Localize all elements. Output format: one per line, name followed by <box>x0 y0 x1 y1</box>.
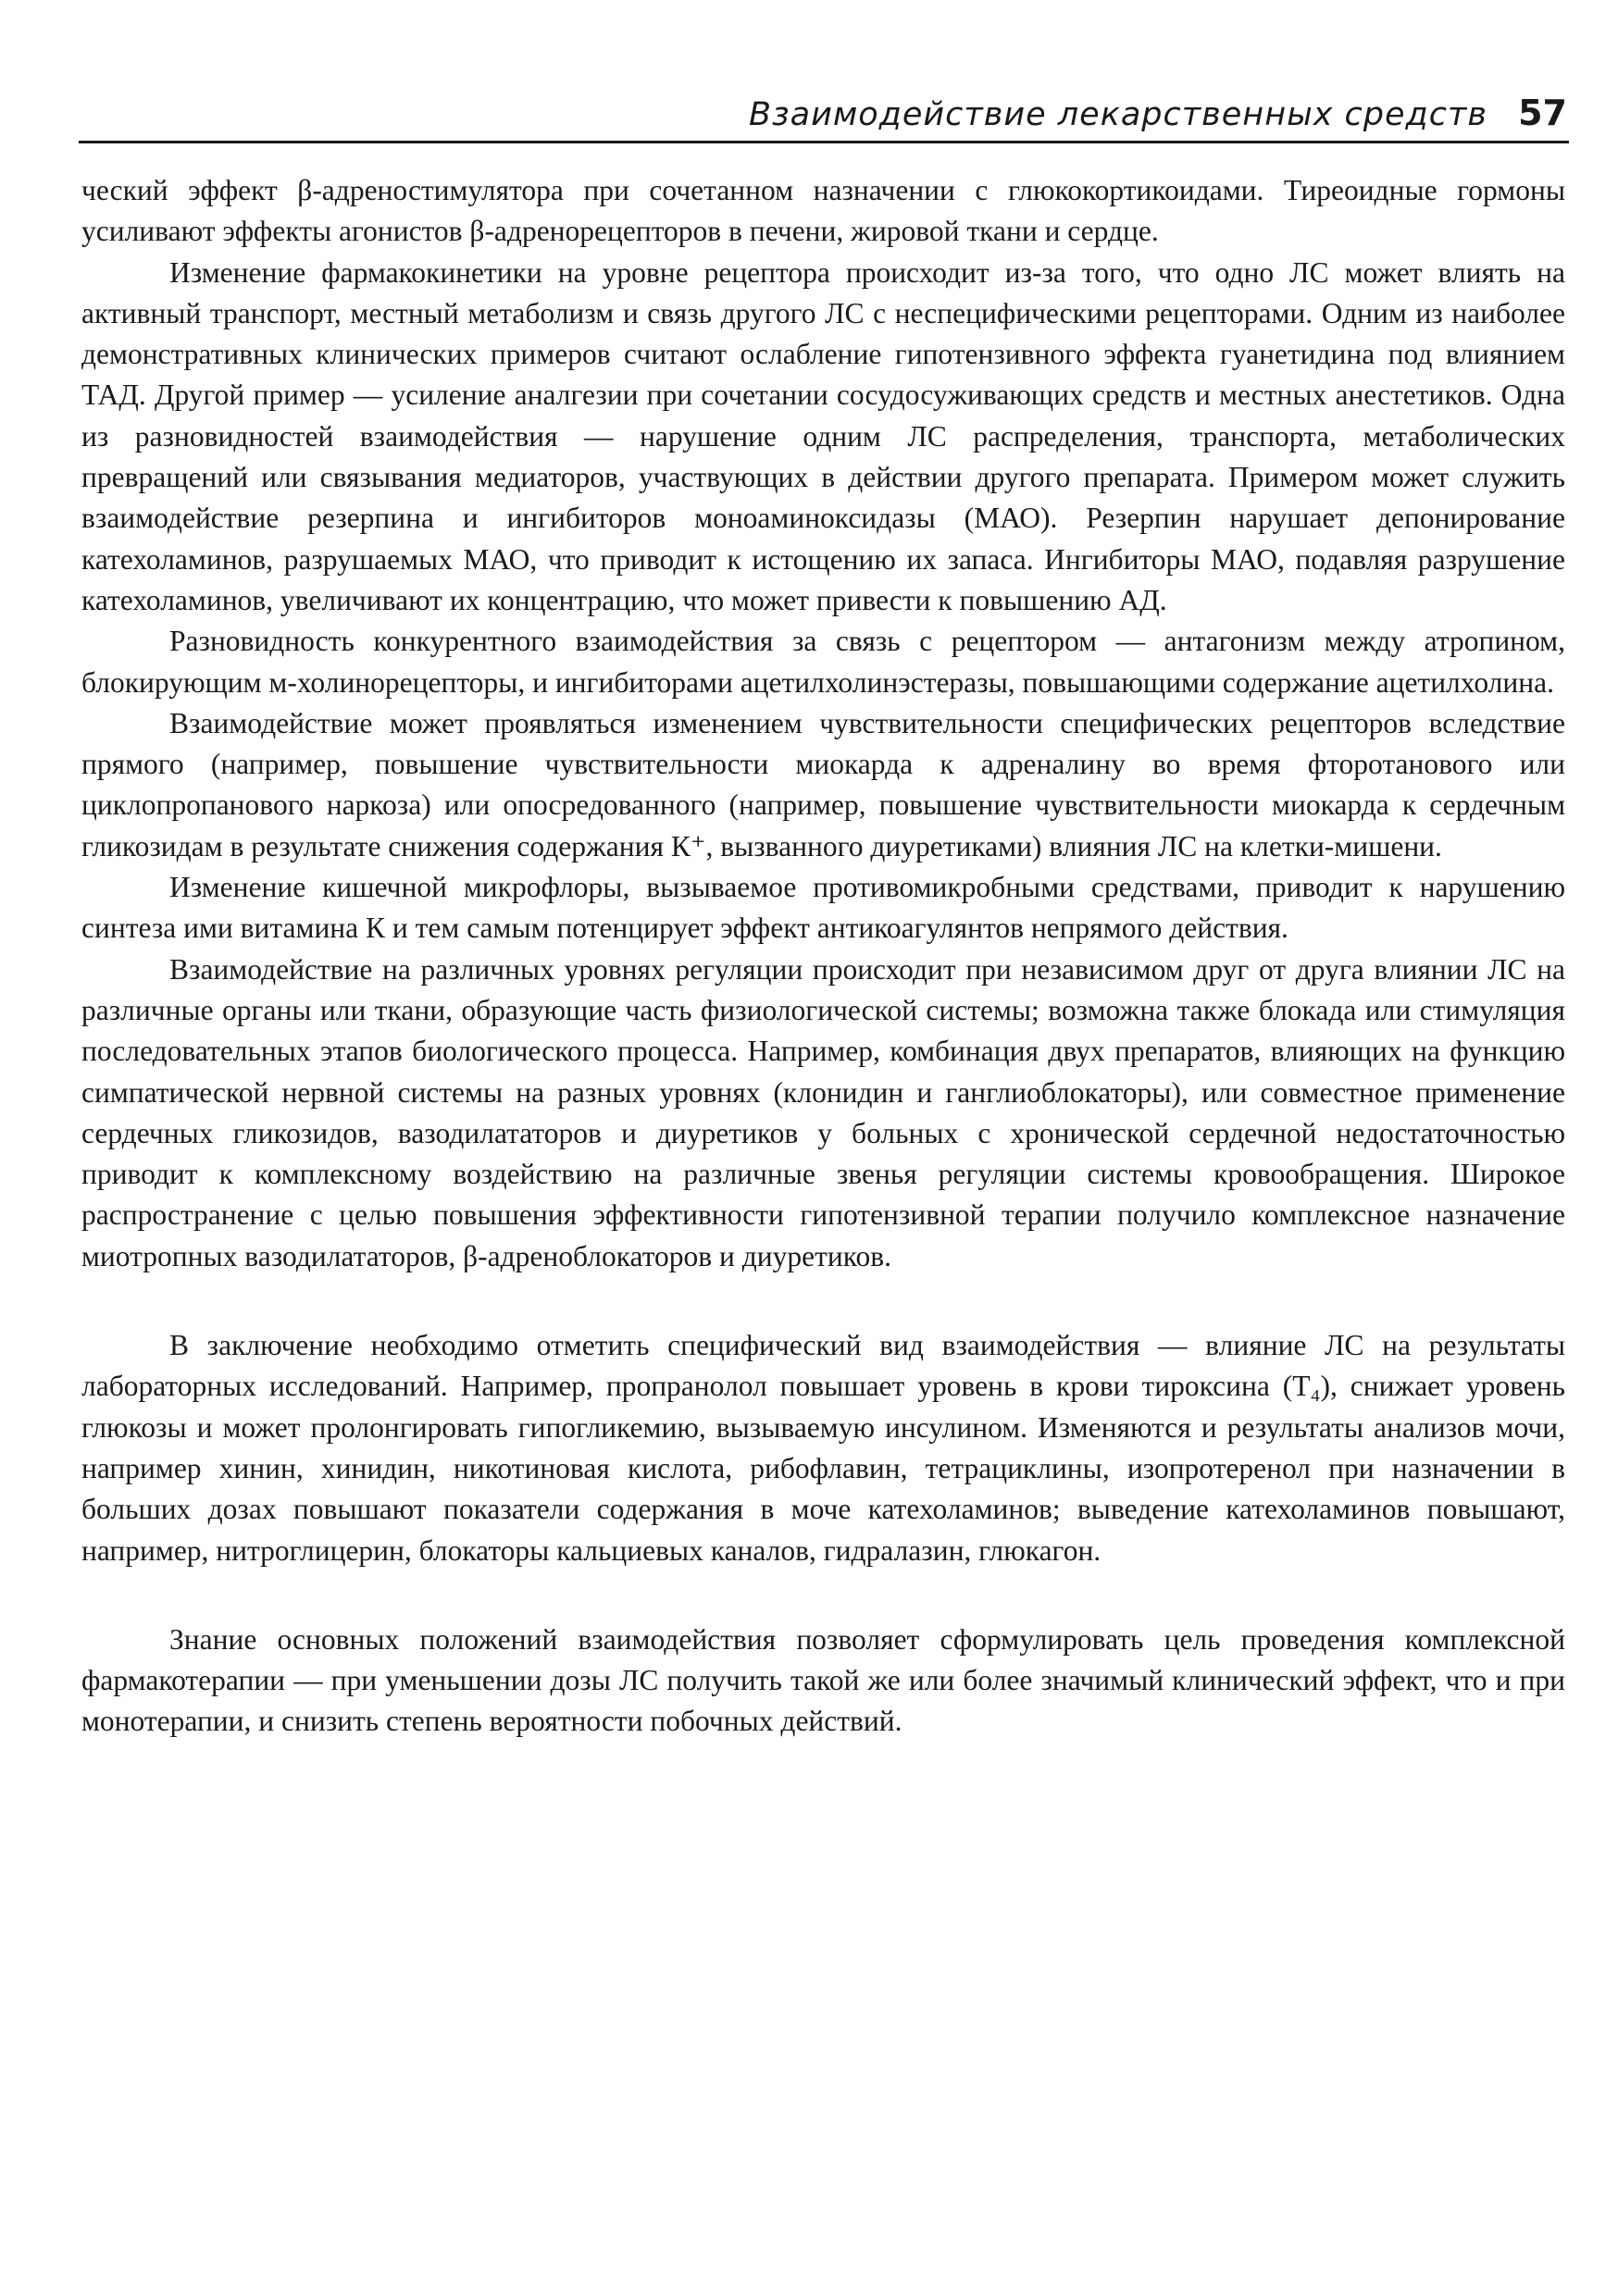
page-header <box>79 85 1569 143</box>
paragraph-conclusion: Знание основных положений взаимодействия позволяет сформулировать цель проведения комплексной фармакотерапии — при уменьшении дозы ЛС получить такой же или более значимый клинический эффект, что и при монотерапии, и снизить степень вероятности побочных действий. <box>81 1622 1565 1738</box>
page-body <box>81 170 1565 1743</box>
paragraph-competitive-interaction: Разновидность конкурентного взаимодействия за связь с рецептором — антагонизм между атропином, блокирующим м-холинорецепторы, и ингибиторами ацетилхолинэстеразы, повышающими содержание ацетилхолина. <box>81 625 1565 699</box>
running-title: Взаимодействие лекарственных средств <box>749 96 1487 133</box>
paragraph-intestinal-microflora: Изменение кишечной микрофлоры, вызываемое противомикробными средствами, приводит к нарушению синтеза ими витамина К и тем самым потенцирует эффект антикоагулянтов непрямого действия. <box>81 871 1565 945</box>
paragraph-continuation: ческий эффект β-адреностимулятора при сочетанном назначении с глюкокортикоидами. Тиреоидные гормоны усиливают эффекты агонистов β-адренорецепторов в печени, жировой ткани и сердце. <box>81 174 1565 248</box>
paragraph-laboratory-tests: В заключение необходимо отметить специфический вид взаимодействия — влияние ЛС на результаты лабораторных исследований. Например, пропранолол повышает уровень в крови тироксина (Т₄), снижает уровень глюкозы и может пролонгировать гипогликемию, вызываемую инсулином. Изменяются и результаты анализов мочи, например хинин, хинидин, никотиновая кислота, рибофлавин, тетрациклины, изопротеренол при назначении в больших дозах повышают показатели содержания в моче катехоламинов; выведение катехоламинов повышают, например, нитроглицерин, блокаторы кальциевых каналов, гидралазин, глюкагон. <box>81 1329 1565 1567</box>
page-number: 57 <box>1518 93 1567 133</box>
paragraph-receptor-pharmacokinetics: Изменение фармакокинетики на уровне рецептора происходит из-за того, что одно ЛС может влиять на активный транспорт, местный метаболизм и связь другого ЛС с неспецифическими рецепторами. Одним из наиболее демонстративных клинических примеров считают ослабление гипотензивного эффекта гуанетидина под влиянием ТАД. Другой пример — усиление аналгезии при сочетании сосудосуживающих средств и местных анестетиков. Одна из разновидностей взаимодействия — нарушение одним ЛС распределения, транспорта, метаболических превращений или связывания медиаторов, участвующих в действии другого препарата. Примером может служить взаимодействие резерпина и ингибиторов моноаминоксидазы (МАО). Резерпин нарушает депонирование катехоламинов, разрушаемых МАО, что приводит к истощению их запаса. Ингибиторы МАО, подавляя разрушение катехоламинов, увеличивают их концентрацию, что может привести к повышению АД. <box>81 255 1565 616</box>
paragraph-regulation-levels: Взаимодействие на различных уровнях регуляции происходит при независимом друг от друга влиянии ЛС на различные органы или ткани, образующие часть физиологической системы; возможна также блокада или стимуляция последовательных этапов биологического процесса. Например, комбинация двух препаратов, влияющих на функцию симпатической нервной системы на разных уровнях (клонидин и ганглиоблокаторы), или совместное применение сердечных гликозидов, вазодилататоров и диуретиков у больных с хронической сердечной недостаточностью приводит к комплексному воздействию на различные звенья регуляции системы кровообращения. Широкое распространение с целью повышения эффективности гипотензивной терапии получило комплексное назначение миотропных вазодилататоров, β-адреноблокаторов и диуретиков. <box>81 952 1565 1272</box>
paragraph-receptor-sensitivity: Взаимодействие может проявляться изменением чувствительности специфических рецепторов вследствие прямого (например, повышение чувствительности миокарда к адреналину во время фторотанового или циклопропанового наркоза) или опосредованного (например, повышение чувствительности миокарда к сердечным гликозидам в результате снижения содержания К⁺, вызванного диуретиками) влияния ЛС на клетки-мишени. <box>81 706 1565 863</box>
